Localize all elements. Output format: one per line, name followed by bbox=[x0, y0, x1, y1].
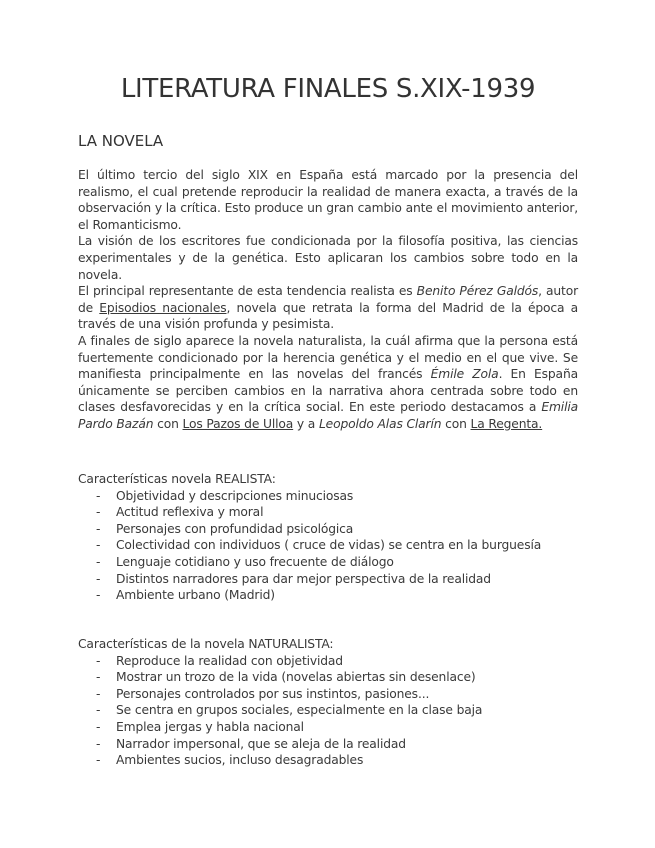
intro-text bbox=[78, 167, 578, 433]
text-run: El principal representante de esta tendencia realista es bbox=[78, 284, 417, 299]
list-item bbox=[78, 653, 578, 670]
bullet-dash: - bbox=[96, 670, 101, 685]
list-item-text: Narrador impersonal, que se aleja de la realidad bbox=[116, 736, 406, 751]
text-run: , autor de bbox=[78, 284, 578, 315]
paragraph-4 bbox=[78, 333, 578, 433]
text-run: con bbox=[153, 416, 183, 431]
author-name: Émile Zola bbox=[430, 367, 499, 382]
list-item bbox=[78, 736, 578, 753]
work-title: Los Pazos de Ulloa bbox=[182, 416, 294, 431]
list-item-text: Personajes con profundidad psicológica bbox=[116, 521, 354, 536]
author-name: Benito Pérez Galdós bbox=[416, 284, 539, 299]
list-item bbox=[78, 702, 578, 719]
list-item bbox=[78, 571, 578, 588]
paragraph-2: La visión de los escritores fue condicionada por la filosofía positiva, las ciencias experimentales y de la genética. Esto aplicaran los cambios sobre todo en la novela. bbox=[78, 234, 578, 282]
bullet-dash: - bbox=[96, 719, 101, 734]
bullet-dash: - bbox=[96, 753, 101, 768]
bullet-dash: - bbox=[96, 736, 101, 751]
list-item bbox=[78, 719, 578, 736]
text-run: . En España únicamente se perciben cambios en la narrativa ahora centrada sobre todo en clases desfavorecidas y en la crítica social. En este periodo destacamos a bbox=[78, 367, 578, 415]
list-item bbox=[78, 752, 578, 769]
realista-title: Características novela REALISTA: bbox=[78, 472, 276, 486]
list-item-text: Lenguaje cotidiano y uso frecuente de diálogo bbox=[116, 554, 394, 569]
realista-list bbox=[78, 488, 578, 604]
list-item bbox=[78, 587, 578, 604]
bullet-dash: - bbox=[96, 538, 101, 553]
list-item-text: Colectividad con individuos ( cruce de vidas) se centra en la burguesía bbox=[116, 538, 542, 553]
list-item-text: Personajes controlados por sus instintos, pasiones... bbox=[116, 686, 430, 701]
paragraph-1: El último tercio del siglo XIX en España está marcado por la presencia del realismo, el cual pretende reproducir la realidad de manera exacta, a través de la observación y la crítica. Esto produce un gran cambio ante el movimiento anterior, el Romanticismo. bbox=[78, 168, 578, 232]
work-title: Episodios nacionales bbox=[99, 300, 227, 315]
bullet-dash: - bbox=[96, 653, 101, 668]
list-item bbox=[78, 504, 578, 521]
bullet-dash: - bbox=[96, 505, 101, 520]
list-item bbox=[78, 686, 578, 703]
list-item bbox=[78, 521, 578, 538]
list-item bbox=[78, 669, 578, 686]
text-run: y a bbox=[293, 416, 319, 431]
list-item-text: Distintos narradores para dar mejor perspectiva de la realidad bbox=[116, 571, 491, 586]
list-item bbox=[78, 554, 578, 571]
list-item-text: Reproduce la realidad con objetividad bbox=[116, 653, 343, 668]
author-name: Emilia Pardo Bazán bbox=[78, 400, 578, 431]
bullet-dash: - bbox=[96, 554, 101, 569]
author-name: Leopoldo Alas Clarín bbox=[318, 416, 442, 431]
list-item-text: Ambiente urbano (Madrid) bbox=[116, 588, 275, 603]
list-item-text: Ambientes sucios, incluso desagradables bbox=[116, 753, 364, 768]
naturalista-list bbox=[78, 653, 578, 769]
document-title: LITERATURA FINALES S.XIX-1939 bbox=[120, 74, 536, 104]
bullet-dash: - bbox=[96, 588, 101, 603]
list-item bbox=[78, 488, 578, 505]
list-item-text: Se centra en grupos sociales, especialmente en la clase baja bbox=[116, 703, 483, 718]
text-run: con bbox=[441, 416, 471, 431]
bullet-dash: - bbox=[96, 488, 101, 503]
list-item-text: Mostrar un trozo de la vida (novelas abiertas sin desenlace) bbox=[116, 670, 476, 685]
realista-section bbox=[78, 471, 578, 604]
text-run: , novela que retrata la forma del Madrid de la época a través de una visión profunda y pesimista. bbox=[78, 300, 578, 332]
list-item-text: Actitud reflexiva y moral bbox=[116, 505, 264, 520]
bullet-dash: - bbox=[96, 703, 101, 718]
bullet-dash: - bbox=[96, 686, 101, 701]
naturalista-title: Características de la novela NATURALISTA: bbox=[78, 637, 334, 651]
list-item-text: Emplea jergas y habla nacional bbox=[116, 719, 304, 734]
bullet-dash: - bbox=[96, 521, 101, 536]
list-item-text: Objetividad y descripciones minuciosas bbox=[116, 488, 354, 503]
naturalista-section bbox=[78, 636, 578, 769]
text-run: A finales de siglo aparece la novela naturalista, la cuál afirma que la persona está fuertemente condicionado por la herencia genética y el medio en el que vive. Se manifiesta principalmente en las novelas del francés bbox=[78, 333, 578, 382]
list-item bbox=[78, 537, 578, 554]
section-heading: LA NOVELA bbox=[78, 132, 164, 150]
bullet-dash: - bbox=[96, 571, 101, 586]
work-title: La Regenta. bbox=[470, 416, 543, 431]
paragraph-3 bbox=[78, 283, 578, 333]
